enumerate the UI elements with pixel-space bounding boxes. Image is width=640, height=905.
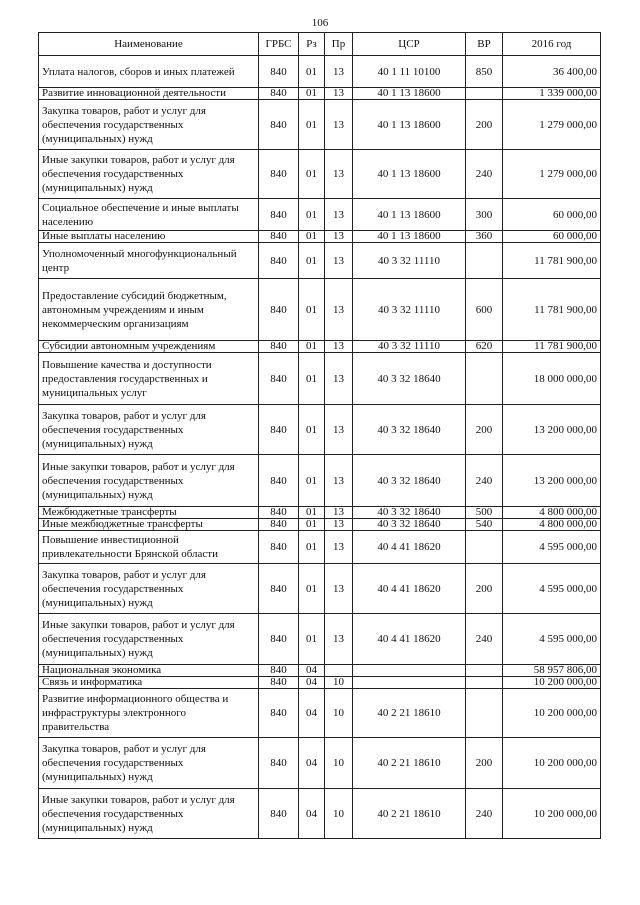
row-name: Закупка товаров, работ и услуг для обеспечения государственных (муниципальных) нужд: [39, 738, 259, 789]
row-vr: 240: [466, 614, 503, 665]
row-pr: 13: [325, 100, 353, 150]
row-csr: 40 2 21 18610: [353, 789, 466, 839]
table-row: [39, 789, 601, 839]
row-csr: 40 1 13 18600: [353, 88, 466, 100]
row-name: Межбюджетные трансферты: [39, 507, 259, 519]
row-csr: 40 1 13 18600: [353, 100, 466, 150]
row-rz: 04: [299, 789, 325, 839]
row-name: Иные закупки товаров, работ и услуг для обеспечения государственных (муниципальных) нужд: [39, 789, 259, 839]
table-row: [39, 689, 601, 738]
row-pr: 13: [325, 405, 353, 455]
row-vr: 240: [466, 789, 503, 839]
row-pr: 10: [325, 789, 353, 839]
table-row: [39, 677, 601, 689]
table-row: [39, 531, 601, 564]
table-row: [39, 614, 601, 665]
row-vr: 240: [466, 455, 503, 507]
row-grbs: 840: [259, 279, 299, 341]
row-csr: 40 3 32 18640: [353, 519, 466, 531]
row-rz: 01: [299, 353, 325, 405]
row-pr: 13: [325, 279, 353, 341]
row-rz: 01: [299, 56, 325, 88]
row-rz: 01: [299, 455, 325, 507]
table-row: [39, 341, 601, 353]
row-amount: 4 800 000,00: [503, 519, 601, 531]
row-csr: 40 3 32 18640: [353, 353, 466, 405]
table-row: [39, 56, 601, 88]
row-amount: 1 279 000,00: [503, 150, 601, 199]
row-name: Национальная экономика: [39, 665, 259, 677]
row-pr: 13: [325, 353, 353, 405]
col-header-name: Наименование: [39, 33, 259, 56]
row-csr: 40 1 13 18600: [353, 231, 466, 243]
row-name: Развитие информационного общества и инфраструктуры электронного правительства: [39, 689, 259, 738]
table-row: [39, 199, 601, 231]
row-vr: 200: [466, 564, 503, 614]
row-pr: 10: [325, 677, 353, 689]
row-csr: 40 3 32 11110: [353, 341, 466, 353]
row-rz: 04: [299, 738, 325, 789]
row-vr: 200: [466, 405, 503, 455]
row-csr: 40 4 41 18620: [353, 614, 466, 665]
row-vr: [466, 88, 503, 100]
row-rz: 01: [299, 231, 325, 243]
table-row: [39, 100, 601, 150]
row-grbs: 840: [259, 56, 299, 88]
row-vr: [466, 689, 503, 738]
budget-table: [38, 32, 601, 839]
row-name: Закупка товаров, работ и услуг для обеспечения государственных (муниципальных) нужд: [39, 564, 259, 614]
table-row: [39, 231, 601, 243]
col-header-pr: Пр: [325, 33, 353, 56]
page-number: 106: [311, 17, 329, 29]
row-vr: 300: [466, 199, 503, 231]
row-csr: 40 2 21 18610: [353, 689, 466, 738]
row-rz: 01: [299, 531, 325, 564]
row-amount: 10 200 000,00: [503, 689, 601, 738]
row-grbs: 840: [259, 689, 299, 738]
row-grbs: 840: [259, 519, 299, 531]
row-name: Иные межбюджетные трансферты: [39, 519, 259, 531]
row-pr: 13: [325, 88, 353, 100]
row-vr: [466, 677, 503, 689]
row-name: Иные закупки товаров, работ и услуг для обеспечения государственных (муниципальных) нужд: [39, 455, 259, 507]
row-name: Закупка товаров, работ и услуг для обеспечения государственных (муниципальных) нужд: [39, 405, 259, 455]
col-header-csr: ЦСР: [353, 33, 466, 56]
row-csr: 40 1 13 18600: [353, 150, 466, 199]
row-name: Предоставление субсидий бюджетным, автономным учреждениям и иным некоммерческим организациям: [39, 279, 259, 341]
row-name: Социальное обеспечение и иные выплаты населению: [39, 199, 259, 231]
table-row: [39, 150, 601, 199]
col-header-vr: ВР: [466, 33, 503, 56]
col-header-rz: Рз: [299, 33, 325, 56]
row-pr: 13: [325, 56, 353, 88]
row-name: Повышение качества и доступности предоставления государственных и муниципальных услуг: [39, 353, 259, 405]
row-name: Развитие инновационной деятельности: [39, 88, 259, 100]
row-amount: 11 781 900,00: [503, 279, 601, 341]
table-row: [39, 738, 601, 789]
row-csr: 40 4 41 18620: [353, 531, 466, 564]
table-row: [39, 243, 601, 279]
row-rz: 01: [299, 199, 325, 231]
row-amount: 4 595 000,00: [503, 614, 601, 665]
row-grbs: 840: [259, 243, 299, 279]
row-vr: 360: [466, 231, 503, 243]
row-amount: 1 339 000,00: [503, 88, 601, 100]
row-name: Повышение инвестиционной привлекательности Брянской области: [39, 531, 259, 564]
row-rz: 01: [299, 614, 325, 665]
row-pr: 13: [325, 231, 353, 243]
row-rz: 01: [299, 405, 325, 455]
row-grbs: 840: [259, 341, 299, 353]
row-pr: 13: [325, 341, 353, 353]
row-amount: 4 800 000,00: [503, 507, 601, 519]
row-rz: 04: [299, 665, 325, 677]
row-name: Иные закупки товаров, работ и услуг для обеспечения государственных (муниципальных) нужд: [39, 150, 259, 199]
row-grbs: 840: [259, 231, 299, 243]
row-vr: 200: [466, 100, 503, 150]
row-amount: 18 000 000,00: [503, 353, 601, 405]
row-amount: 4 595 000,00: [503, 564, 601, 614]
row-csr: 40 3 32 18640: [353, 455, 466, 507]
row-grbs: 840: [259, 507, 299, 519]
row-rz: 01: [299, 507, 325, 519]
row-vr: 850: [466, 56, 503, 88]
row-grbs: 840: [259, 789, 299, 839]
row-pr: 10: [325, 689, 353, 738]
row-amount: 1 279 000,00: [503, 100, 601, 150]
row-csr: 40 1 13 18600: [353, 199, 466, 231]
row-name: Связь и информатика: [39, 677, 259, 689]
row-pr: 13: [325, 199, 353, 231]
row-grbs: 840: [259, 564, 299, 614]
row-csr: 40 3 32 18640: [353, 507, 466, 519]
row-pr: 13: [325, 150, 353, 199]
row-amount: 58 957 806,00: [503, 665, 601, 677]
row-amount: 60 000,00: [503, 231, 601, 243]
row-amount: 10 200 000,00: [503, 789, 601, 839]
row-pr: 13: [325, 243, 353, 279]
row-rz: 01: [299, 341, 325, 353]
row-name: Иные закупки товаров, работ и услуг для обеспечения государственных (муниципальных) нужд: [39, 614, 259, 665]
row-csr: 40 3 32 18640: [353, 405, 466, 455]
row-rz: 04: [299, 677, 325, 689]
row-rz: 01: [299, 564, 325, 614]
row-vr: 200: [466, 738, 503, 789]
row-amount: 4 595 000,00: [503, 531, 601, 564]
table-row: [39, 519, 601, 531]
row-pr: 13: [325, 507, 353, 519]
row-grbs: 840: [259, 614, 299, 665]
row-rz: 01: [299, 243, 325, 279]
row-csr: [353, 665, 466, 677]
table-row: [39, 405, 601, 455]
row-csr: 40 3 32 11110: [353, 279, 466, 341]
row-csr: 40 3 32 11110: [353, 243, 466, 279]
row-amount: 36 400,00: [503, 56, 601, 88]
header-row: [39, 33, 601, 56]
col-header-amount: 2016 год: [503, 33, 601, 56]
row-amount: 13 200 000,00: [503, 455, 601, 507]
row-name: Закупка товаров, работ и услуг для обеспечения государственных (муниципальных) нужд: [39, 100, 259, 150]
row-grbs: 840: [259, 738, 299, 789]
row-grbs: 840: [259, 405, 299, 455]
row-grbs: 840: [259, 665, 299, 677]
table-row: [39, 455, 601, 507]
row-csr: [353, 677, 466, 689]
table-row: [39, 665, 601, 677]
row-rz: 04: [299, 689, 325, 738]
row-grbs: 840: [259, 88, 299, 100]
row-vr: [466, 353, 503, 405]
row-grbs: 840: [259, 531, 299, 564]
row-pr: 13: [325, 455, 353, 507]
row-vr: 540: [466, 519, 503, 531]
row-pr: 13: [325, 564, 353, 614]
row-amount: 10 200 000,00: [503, 677, 601, 689]
row-vr: [466, 531, 503, 564]
row-name: Субсидии автономным учреждениям: [39, 341, 259, 353]
row-grbs: 840: [259, 199, 299, 231]
row-amount: 60 000,00: [503, 199, 601, 231]
row-amount: 11 781 900,00: [503, 341, 601, 353]
row-pr: 13: [325, 531, 353, 564]
row-grbs: 840: [259, 677, 299, 689]
row-rz: 01: [299, 519, 325, 531]
row-vr: [466, 665, 503, 677]
row-vr: 240: [466, 150, 503, 199]
row-csr: 40 4 41 18620: [353, 564, 466, 614]
row-amount: 11 781 900,00: [503, 243, 601, 279]
row-name: Иные выплаты населению: [39, 231, 259, 243]
row-grbs: 840: [259, 353, 299, 405]
row-vr: 600: [466, 279, 503, 341]
table-row: [39, 564, 601, 614]
row-rz: 01: [299, 88, 325, 100]
row-rz: 01: [299, 150, 325, 199]
row-grbs: 840: [259, 100, 299, 150]
row-amount: 13 200 000,00: [503, 405, 601, 455]
row-rz: 01: [299, 279, 325, 341]
row-csr: 40 2 21 18610: [353, 738, 466, 789]
row-vr: 620: [466, 341, 503, 353]
row-name: Уполномоченный многофункциональный центр: [39, 243, 259, 279]
table-row: [39, 279, 601, 341]
row-pr: 10: [325, 738, 353, 789]
row-grbs: 840: [259, 150, 299, 199]
table-row: [39, 507, 601, 519]
row-amount: 10 200 000,00: [503, 738, 601, 789]
table-row: [39, 88, 601, 100]
row-pr: [325, 665, 353, 677]
row-grbs: 840: [259, 455, 299, 507]
row-pr: 13: [325, 614, 353, 665]
row-vr: [466, 243, 503, 279]
row-rz: 01: [299, 100, 325, 150]
row-name: Уплата налогов, сборов и иных платежей: [39, 56, 259, 88]
row-csr: 40 1 11 10100: [353, 56, 466, 88]
col-header-grbs: ГРБС: [259, 33, 299, 56]
row-vr: 500: [466, 507, 503, 519]
row-pr: 13: [325, 519, 353, 531]
table-row: [39, 353, 601, 405]
